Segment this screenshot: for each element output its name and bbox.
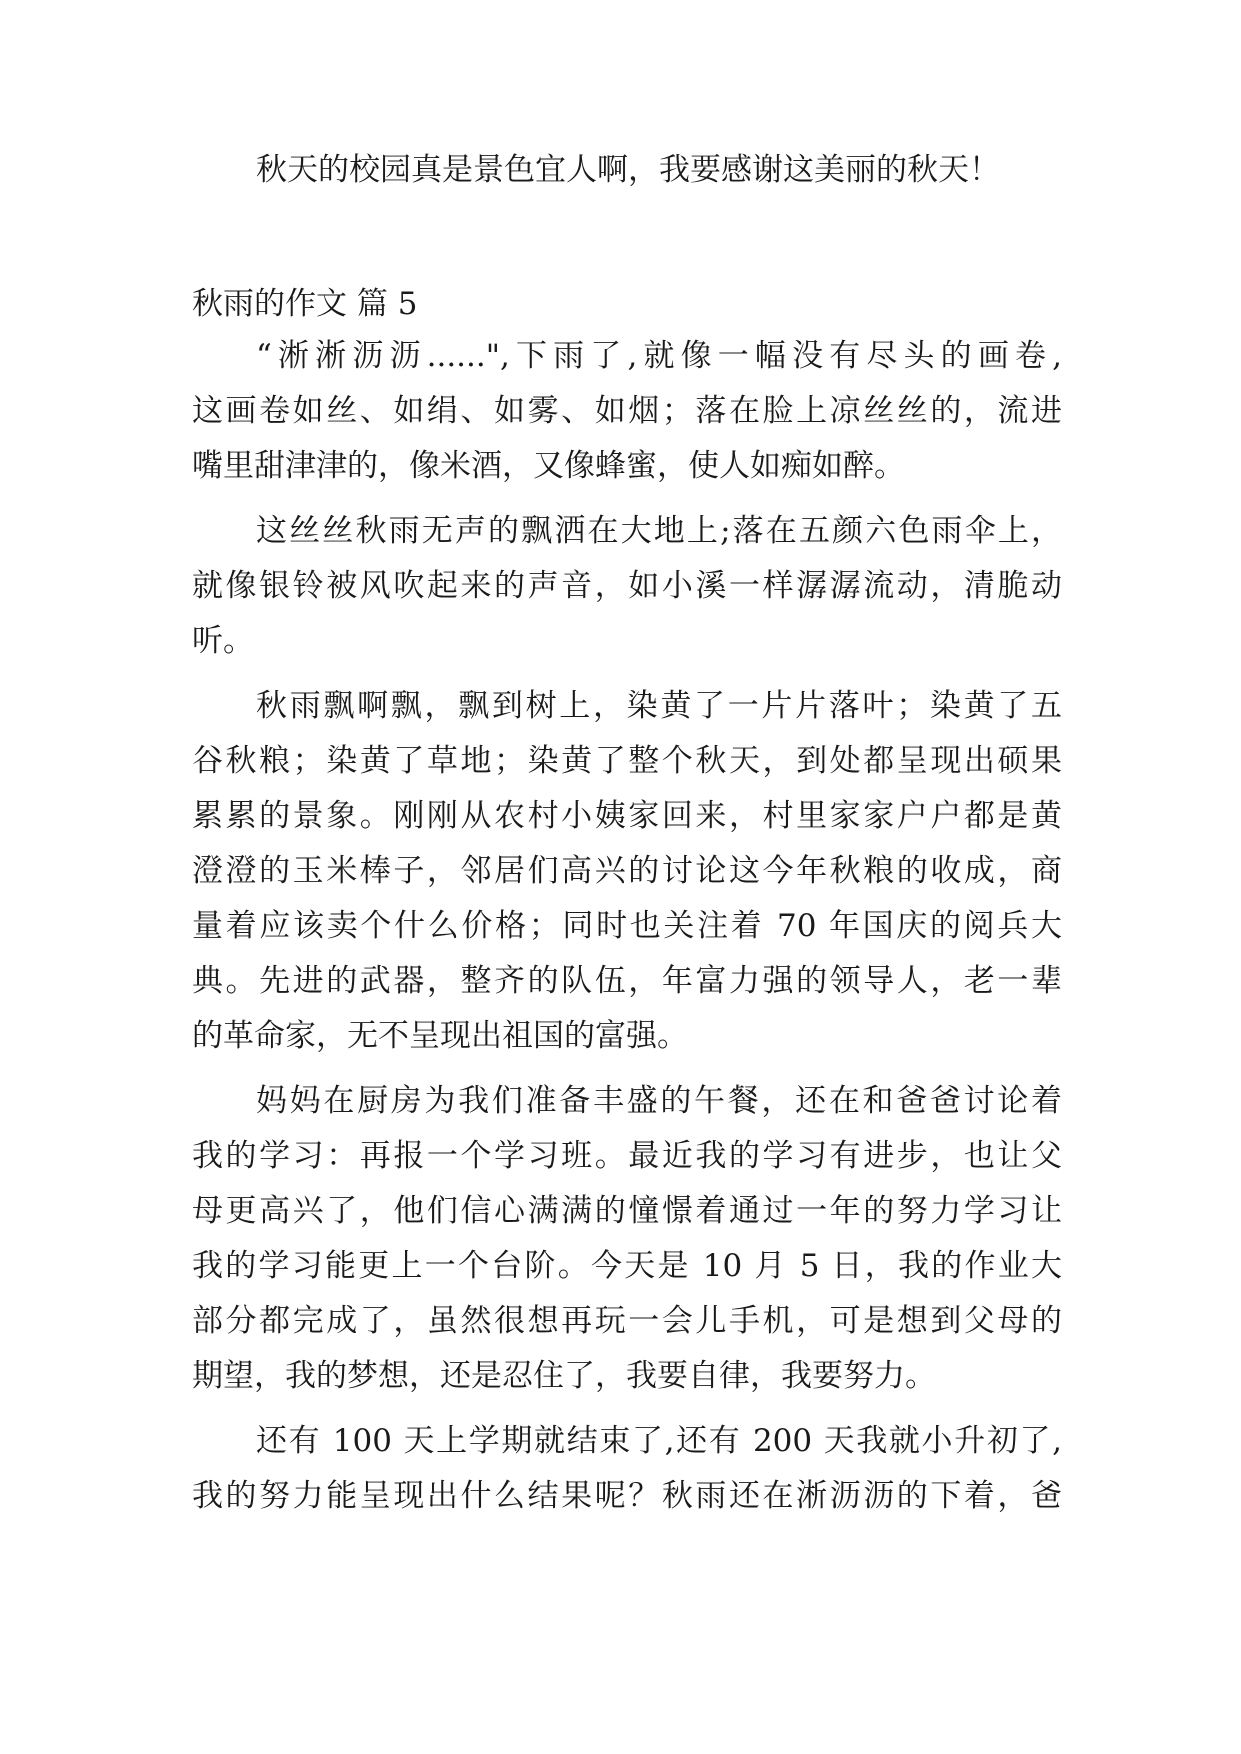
paragraph-line: 就像银铃被风吹起来的声音，如小溪一样潺潺流动，清脆动 [192,568,1062,604]
paragraph-line: 期望，我的梦想，还是忍住了，我要自律，我要努力。 [192,1358,936,1394]
paragraph-line: “淅淅沥沥......",下雨了,就像一幅没有尽头的画卷, [256,338,1062,374]
paragraph-line: 我的努力能呈现出什么结果呢？秋雨还在淅沥沥的下着，爸 [192,1478,1062,1514]
paragraph-line: 我的学习能更上一个台阶。今天是 10 月 5 日，我的作业大 [192,1248,1062,1284]
paragraph-line: 典。先进的武器，整齐的队伍，年富力强的领导人，老一辈 [192,963,1062,999]
paragraph-line: 母更高兴了，他们信心满满的憧憬着通过一年的努力学习让 [192,1193,1062,1229]
paragraph-line: 的革命家，无不呈现出祖国的富强。 [192,1018,688,1054]
paragraph-line: 秋雨飘啊飘，飘到树上，染黄了一片片落叶；染黄了五 [256,688,1062,724]
paragraph-line: 累累的景象。刚刚从农村小姨家回来，村里家家户户都是黄 [192,798,1062,834]
paragraph-line: 还有 100 天上学期就结束了,还有 200 天我就小升初了, [256,1423,1062,1459]
section-heading: 秋雨的作文 篇 5 [192,286,418,322]
paragraph-line: 这丝丝秋雨无声的飘洒在大地上;落在五颜六色雨伞上， [256,513,1062,549]
paragraph-line: 澄澄的玉米棒子，邻居们高兴的讨论这今年秋粮的收成，商 [192,853,1062,889]
paragraph-line: 这画卷如丝、如绢、如雾、如烟；落在脸上凉丝丝的，流进 [192,393,1062,429]
paragraph-line: 我的学习：再报一个学习班。最近我的学习有进步，也让父 [192,1138,1062,1174]
paragraph-line: 部分都完成了，虽然很想再玩一会儿手机，可是想到父母的 [192,1303,1062,1339]
paragraph-line: 嘴里甜津津的，像米酒，又像蜂蜜，使人如痴如醉。 [192,448,905,484]
closing-line: 秋天的校园真是景色宜人啊，我要感谢这美丽的秋天！ [256,152,1000,188]
paragraph-line: 听。 [192,623,254,659]
paragraph-line: 量着应该卖个什么价格；同时也关注着 70 年国庆的阅兵大 [192,908,1062,944]
paragraph-line: 谷秋粮；染黄了草地；染黄了整个秋天，到处都呈现出硕果 [192,743,1062,779]
paragraph-line: 妈妈在厨房为我们准备丰盛的午餐，还在和爸爸讨论着 [256,1083,1062,1119]
